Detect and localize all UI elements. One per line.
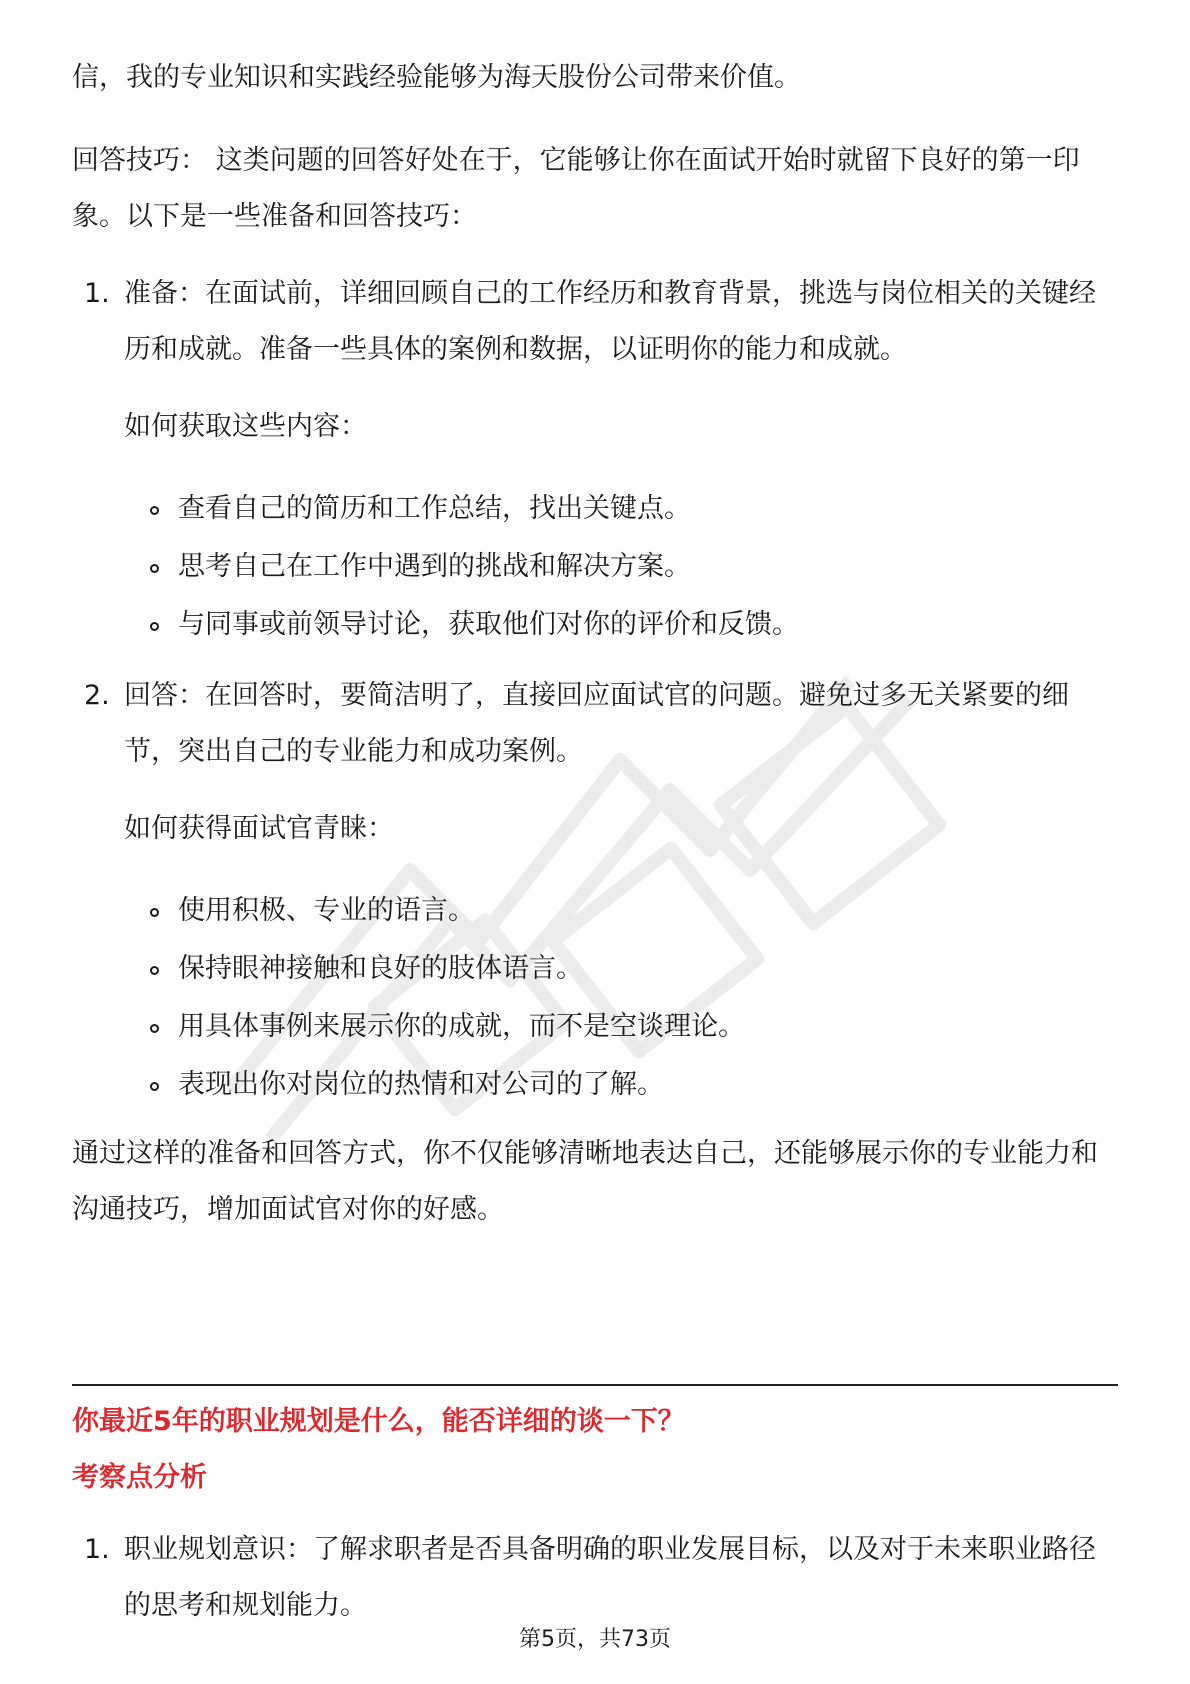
page-footer: 第5页，共73页: [519, 1627, 671, 1652]
conclusion-text: 通过这样的准备和回答方式，你不仅能够清晰地表达自己，还能够展示你的专业能力和沟通技巧，增加面试官对你的好感。: [72, 1138, 1098, 1225]
sub-label-2: 如何获得面试官青睐：: [124, 813, 394, 844]
question-title: 你最近5年的职业规划是什么，能否详细的谈一下？: [72, 1406, 685, 1437]
list-item: 表现出你对岗位的热情和对公司的了解。: [150, 1056, 745, 1114]
bullet-circle-icon: [150, 564, 159, 573]
list-item: 查看自己的简历和工作总结，找出关键点。: [150, 480, 799, 538]
analysis-point-1: [72, 1522, 1118, 1634]
item-number: 2.: [84, 680, 110, 711]
bullet-circle-icon: [150, 908, 159, 917]
intro-tail-text: 信，我的专业知识和实践经验能够为海天股份公司带来价值。: [72, 62, 801, 93]
bullet-circle-icon: [150, 966, 159, 975]
section-divider: [72, 1384, 1118, 1386]
list-item: 思考自己在工作中遇到的挑战和解决方案。: [150, 538, 799, 596]
analysis-heading: 考察点分析: [72, 1462, 207, 1493]
list-item: 用具体事例来展示你的成就，而不是空谈理论。: [150, 998, 745, 1056]
item-text: 准备：在面试前，详细回顾自己的工作经历和教育背景，挑选与岗位相关的关键经历和成就。准备一些具体的案例和数据，以证明你的能力和成就。: [124, 278, 1096, 365]
bullet-circle-icon: [150, 1082, 159, 1091]
list-item: 保持眼神接触和良好的肢体语言。: [150, 940, 745, 998]
tips-intro-text: 回答技巧： 这类问题的回答好处在于，它能够让你在面试开始时就留下良好的第一印象。以下是一些准备和回答技巧：: [72, 145, 1080, 232]
item-text: 职业规划意识：了解求职者是否具备明确的职业发展目标，以及对于未来职业路径的思考和规划能力。: [124, 1534, 1096, 1621]
item-number: 1.: [84, 278, 110, 309]
bullet-circle-icon: [150, 1024, 159, 1033]
item-number: 1.: [84, 1534, 110, 1565]
bullet-circle-icon: [150, 506, 159, 515]
list-item: 使用积极、专业的语言。: [150, 882, 745, 940]
bullet-list-1: [150, 480, 799, 654]
list-item: 与同事或前领导讨论，获取他们对你的评价和反馈。: [150, 596, 799, 654]
numbered-item-2: [72, 668, 1118, 780]
item-text: 回答：在回答时，要简洁明了，直接回应面试官的问题。避免过多无关紧要的细节，突出自己的专业能力和成功案例。: [124, 680, 1069, 767]
sub-label-1: 如何获取这些内容：: [124, 411, 367, 442]
bullet-list-2: [150, 882, 745, 1114]
bullet-circle-icon: [150, 622, 159, 631]
numbered-item-1: [72, 266, 1118, 378]
